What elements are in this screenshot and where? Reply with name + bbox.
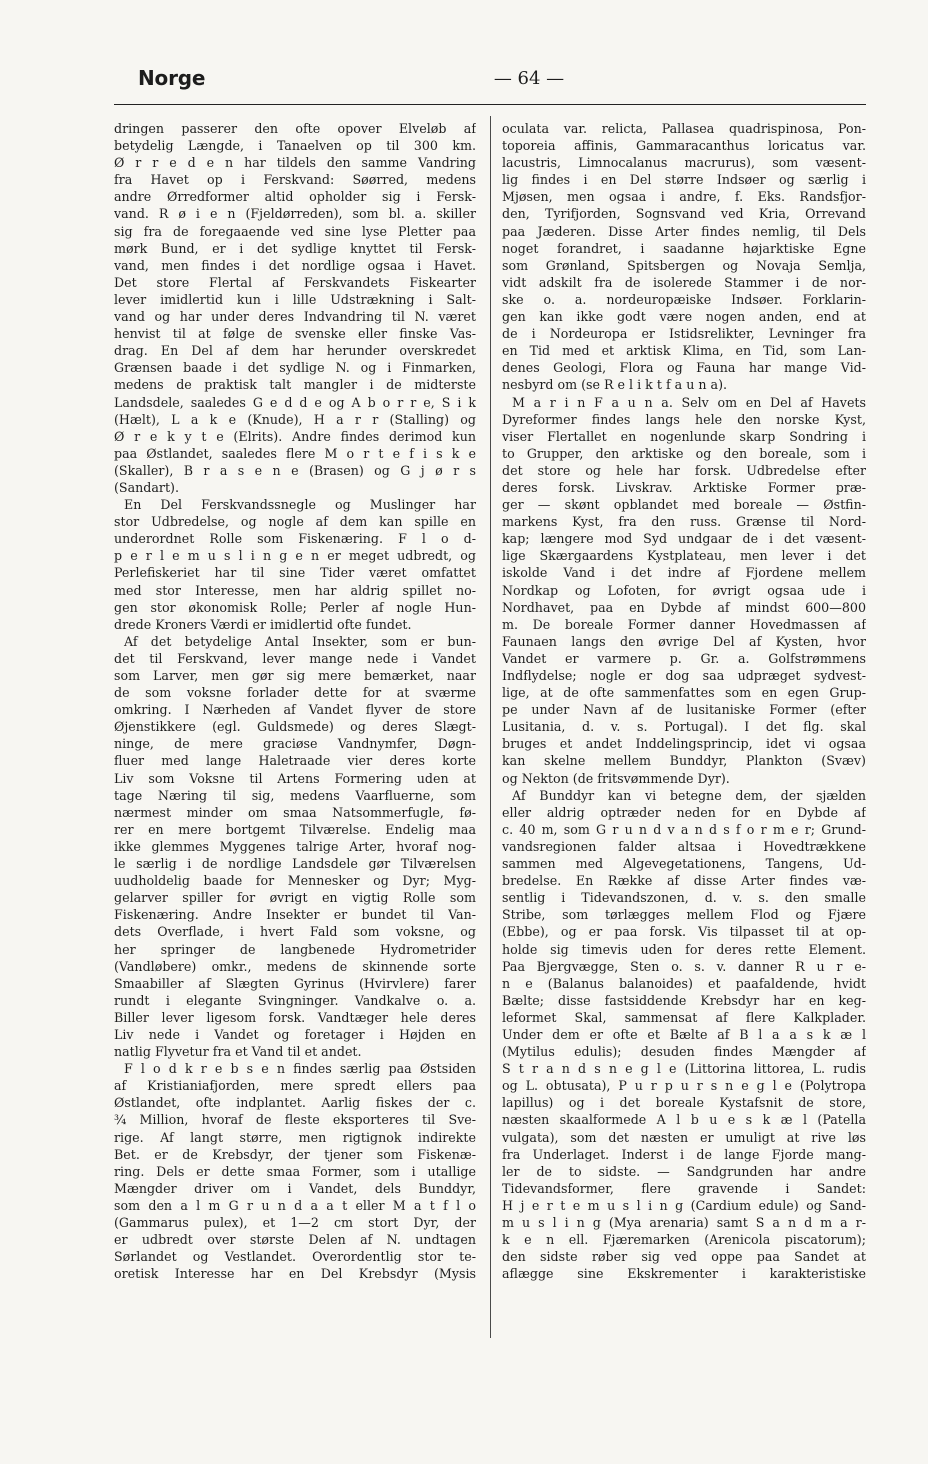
text-line: Bet. er de Krebsdyr, der tjener som Fiskenæ- [114,1146,476,1162]
text-line: Mængder driver om i Vandet, dels Bunddyr, [114,1180,476,1196]
text-line: lige Skærgaardens Kystplateau, men lever i det [502,548,866,564]
text-line: k e n ell. Fjæremarken (Arenicola piscatorum); [502,1232,866,1248]
text-line: noget forandret, i saadanne højarktiske Egne [502,240,866,256]
text-line: vandsregionen falder altsaa i Hovedtrækkene [502,838,866,854]
text-line: omkring. I Nærheden af Vandet flyver de store [114,702,476,718]
text-line: Ø r r e d e n har tildels den samme Vandring [114,155,476,171]
text-line: vidt adskilt fra de isolerede Stammer i de nor- [502,274,866,290]
text-line: Af Bunddyr kan vi betegne dem, der sjælden [512,787,866,803]
text-line: andre Ørredformer altid opholder sig i Fersk- [114,189,476,205]
text-line: som den a l m G r u n d a a t eller M a t f l o [114,1197,476,1213]
text-line: oretisk Interesse har en Del Krebsdyr (Mysis [114,1266,476,1282]
text-line: gen stor økonomisk Rolle; Perler af nogle Hun- [114,599,476,615]
text-line: (Sandart). [114,479,179,495]
text-line: to Grupper, den arktiske og den boreale, som i [502,445,866,461]
text-line: S t r a n d s n e g l e (Littorina littorea, L. rudis [502,1061,866,1077]
text-line: den sidste røber sig ved oppe paa Sandet at [502,1249,866,1265]
text-line: iskolde Vand i det indre af Fjordene mellem [502,565,866,581]
text-line: Indflydelse; nogle er dog saa udpræget sydvest- [502,668,866,683]
text-line: vand og har under deres Indvandring til N. været [114,309,476,325]
text-line: natlig Flyvetur fra et Vand til et andet. [114,1044,362,1060]
text-line: sammen med Algevegetationens, Tangens, Ud- [502,856,866,872]
text-line: Nordhavet, paa en Dybde af mindst 600—800 [502,599,866,615]
text-line: ninge, de mere graciøse Vandnymfer, Døgn- [114,736,476,752]
text-line: betydelig Længde, i Tanaelven op til 300 km. [114,138,476,154]
text-line: Faunaen langs den øvrige Del af Kysten, hvor [502,633,866,649]
text-line: (Vandløbere) omkr., medens de skinnende sorte [114,958,476,974]
text-line: Ø r e k y t e (Elrits). Andre findes derimod kun [114,428,476,444]
text-line: lapillus) og i det boreale Kystafsnit de store, [502,1095,866,1111]
text-line: medens de praktisk talt mangler i de midterste [114,377,476,393]
text-line: Fiskenæring. Andre Insekter er bundet til Van- [114,907,476,923]
text-line: Af det betydelige Antal Insekter, som er bun- [124,633,476,649]
text-line: Vandet er varmere p. Gr. a. Golfstrømmens [502,650,866,666]
text-line: Mjøsen, men ogsaa i andre, f. Eks. Randsfjor- [502,189,866,205]
text-line: F l o d k r e b s e n findes særlig paa Østsiden [124,1061,476,1077]
page-header [112,64,866,94]
text-line: eller aldrig optræder neden for en Dybde af [502,804,866,820]
text-line: som Larver, men gør sig mere bemærket, naar [114,668,476,683]
text-line: vulgata), som det næsten er umuligt at rive løs [502,1129,866,1145]
text-line: Liv nede i Vandet og foretager i Højden en [114,1026,476,1042]
page-number: — 64 — [493,68,565,89]
text-line: lig findes i en Del større Indsøer og særlig i [502,172,866,188]
text-line: fluer med lange Haletraade vier deres korte [114,753,476,769]
text-line: (Hælt), L a k e (Knude), H a r r (Stalling) og [114,411,476,427]
text-line: dets Overflade, i hvert Fald som voksne, og [114,924,476,940]
text-line: af Kristianiafjorden, mere spredt ellers paa [114,1078,476,1094]
text-line: Østlandet, ofte indplantet. Aarlig fiskes der c. [114,1095,476,1111]
text-line: gen kan ikke godt være nogen anden, end at [502,309,866,325]
text-line: deres forsk. Livskrav. Arktiske Former præ- [502,479,866,495]
text-line: drede Kroners Værdi er imidlertid ofte fundet. [114,616,412,632]
text-line: underordnet Rolle som Fiskenæring. F l o d- [114,531,476,547]
text-line: Perlefiskeriet har til sine Tider været omfattet [114,565,476,581]
text-line: denes Geologi, Flora og Fauna har mange Vid- [502,360,866,376]
text-line: uudholdelig baade for Mennesker og Dyr; Myg- [114,873,476,889]
text-line: lever imidlertid kun i lille Udstrækning i Salt- [114,291,476,307]
text-line: nærmest minder om smaa Natsommerfugle, fø- [114,804,476,820]
text-line: En Del Ferskvandssnegle og Muslinger har [124,497,476,513]
text-line: Biller lever ligesom forsk. Vandtæger hele deres [114,1009,476,1025]
text-line: rer en mere bortgemt Tilværelse. Endelig maa [114,821,476,837]
text-line: ler de to sidste. — Sandgrunden har andre [502,1163,866,1179]
text-line: toporeia affinis, Gammaracanthus loricatus var. [502,138,866,154]
text-line: ¾ Million, hvoraf de fleste eksporteres til Sve- [114,1112,476,1128]
text-line: Grænsen baade i det sydlige N. og i Finmarken, [114,360,476,376]
running-title: Norge [138,66,206,90]
left-text-column [114,120,476,1282]
text-line: er udbredt over største Delen af N. undtagen [114,1232,476,1248]
text-line: ger — skønt opblandet med boreale — Østfin- [502,497,866,513]
text-line: de som voksne forlader dette for at sværme [114,685,476,701]
text-line: henvist til at følge de svenske eller finske Vas- [114,326,476,342]
text-line: gelarver spiller for øvrigt en vigtig Rolle som [114,890,476,906]
text-line: mørk Bund, er i det sydlige knyttet til Fersk- [114,240,476,256]
text-line: Sørlandet og Vestlandet. Overordentlig stor te- [114,1249,476,1265]
text-line: Øjenstikkere (egl. Guldsmede) og deres Slægt- [114,719,476,735]
text-line: m u s l i n g (Mya arenaria) samt S a n d m a r- [502,1215,866,1230]
text-line: M a r i n F a u n a. Selv om en Del af Havets [512,394,866,410]
text-line: Det store Flertal af Ferskvandets Fiskearter [114,274,476,290]
text-line: Bælte; disse fastsiddende Krebsdyr har en keg- [502,992,866,1008]
text-line: (Ebbe), og er paa forsk. Vis tilpasset til at op- [502,924,866,940]
text-line: kap; længere mod Syd undgaar de i det væsent- [502,531,866,547]
text-line: næsten skaalformede A l b u e s k æ l (Patella [502,1112,866,1128]
text-line: paa Østlandet, saaledes flere M o r t e f i s k e [114,445,476,461]
text-line: med stor Interesse, men har aldrig spillet no- [114,582,476,598]
text-line: (Skaller), B r a s e n e (Brasen) og G j ø r s [114,462,476,478]
text-line: Stribe, som tørlægges mellem Flod og Fjære [502,907,866,923]
text-line: Dyreformer findes langs hele den norske Kyst, [502,411,866,427]
text-line: oculata var. relicta, Pallasea quadrispinosa, Pon- [502,121,866,136]
text-line: bruges et andet Inddelingsprincip, idet vi ogsaa [502,736,866,752]
text-line: kan skelne mellem Bunddyr, Plankton (Svæv) [502,753,866,769]
text-line: sig fra de foregaaende ved sine lyse Pletter paa [114,223,476,239]
text-line: viser Flertallet en nogenlunde skarp Sondring i [502,428,866,444]
text-line: Nordkap og Lofoten, for øvrigt ogsaa ude i [502,582,866,598]
text-line: det store og hele har forsk. Udbredelse efter [502,462,866,478]
text-line: Paa Bjergvægge, Sten o. s. v. danner R u r e- [502,958,866,974]
text-line: Lusitania, d. v. s. Portugal). I det flg. skal [502,719,866,735]
text-line: ikke glemmes Myggenes talrige Arter, hvoraf nog- [114,838,476,854]
text-line: stor Udbredelse, og nogle af dem kan spille en [114,514,476,530]
text-line: vand, men findes i det nordlige ogsaa i Havet. [114,257,476,273]
column-divider [490,116,491,1338]
text-line: ring. Dels er dette smaa Former, som i utallige [114,1163,476,1179]
text-line: n e (Balanus balanoides) et paafaldende, hvidt [502,975,866,991]
text-line: dringen passerer den ofte opover Elveløb af [114,121,476,136]
text-line: fra Havet op i Ferskvand: Søørred, medens [114,172,476,188]
text-line: Under dem er ofte et Bælte af B l a a s k æ l [502,1026,866,1042]
text-line: som Grønland, Spitsbergen og Novaja Semlja, [502,257,866,273]
text-line: en Tid med et arktisk Klima, en Tid, som Lan- [502,343,866,359]
text-line: holde sig timevis uden for deres rette Element. [502,941,866,957]
text-line: Liv som Voksne til Artens Formering uden at [114,770,476,786]
text-line: lacustris, Limnocalanus macrurus), som væsent- [502,155,866,171]
text-line: (Gammarus pulex), et 1—2 cm stort Dyr, der [114,1215,476,1230]
text-line: drag. En Del af dem har herunder overskredet [114,343,476,359]
text-line: H j e r t e m u s l i n g (Cardium edule) og Sand- [502,1197,866,1213]
text-line: Tidevandsformer, flere gravende i Sandet: [502,1180,866,1196]
header-rule [114,104,866,105]
text-line: Landsdele, saaledes G e d d e og A b o r r e, S i k [114,394,476,410]
text-line: de i Nordeuropa er Istidsrelikter, Levninger fra [502,326,866,342]
text-line: bredelse. En Række af disse Arter findes væ- [502,873,866,889]
text-line: og L. obtusata), P u r p u r s n e g l e (Polytropa [502,1078,866,1094]
text-line: ske o. a. nordeuropæiske Indsøer. Forklarin- [502,291,866,307]
text-line: sentlig i Tidevandszonen, d. v. s. den smalle [502,890,866,906]
text-line: vand. R ø i e n (Fjeldørreden), som bl. a. skiller [114,206,476,222]
text-line: tage Næring til sig, medens Vaarfluerne, som [114,787,476,803]
text-line: pe under Navn af de lusitaniske Former (efter [502,702,866,718]
text-line: le særlig i de nordlige Landsdele gør Tilværelsen [114,856,476,872]
text-line: m. De boreale Former danner Hovedmassen af [502,616,866,632]
text-line: og Nekton (de fritsvømmende Dyr). [502,770,730,786]
text-line: den, Tyrifjorden, Sognsvand ved Kria, Orrevand [502,206,866,222]
right-text-column [502,120,866,1282]
text-line: nesbyrd om (se R e l i k t f a u n a). [502,377,728,393]
text-line: leformet Skal, sammensat af flere Kalkplader. [502,1009,866,1025]
text-line: her springer de langbenede Hydrometrider [114,941,476,957]
text-line: paa Jæderen. Disse Arter findes nemlig, til Dels [502,223,866,239]
text-line: c. 40 m, som G r u n d v a n d s f o r m e r; Grund- [502,821,866,837]
text-line: lige, at de ofte sammenfattes som en egen Grup- [502,685,866,701]
text-line: markens Kyst, fra den russ. Grænse til Nord- [502,514,866,530]
text-line: rundt i elegante Svingninger. Vandkalve o. a. [114,992,476,1008]
text-line: Smaabiller af Slægten Gyrinus (Hvirvlere) farer [114,975,476,991]
text-line: fra Underlaget. Inderst i de lange Fjorde mang- [502,1146,866,1162]
text-line: (Mytilus edulis); desuden findes Mængder af [502,1044,866,1060]
text-line: aflægge sine Ekskrementer i karakteristiske [502,1266,866,1282]
text-line: rige. Af langt større, men rigtignok indirekte [114,1129,476,1145]
text-line: p e r l e m u s l i n g e n er meget udbredt, og [114,548,476,564]
text-line: det til Ferskvand, lever mange nede i Vandet [114,650,476,666]
